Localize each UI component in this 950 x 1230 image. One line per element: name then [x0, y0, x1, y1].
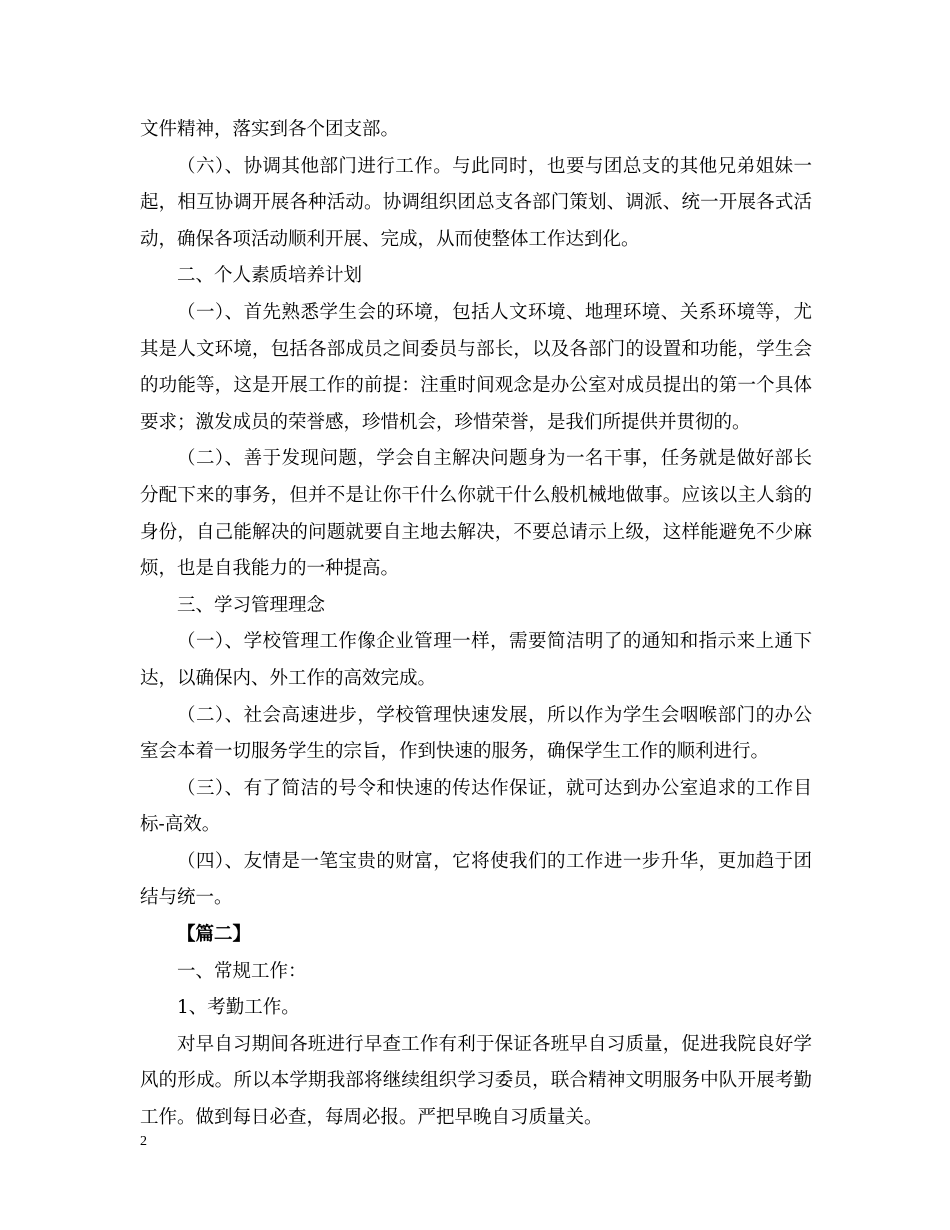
chapter-heading-part-two: 【篇二】 [177, 924, 252, 946]
paragraph-solve-problems: （二）、善于发现问题，学会自主解决问题身为一名干事，任务就是做好部长分配下来的事务，但并不是让你干什么你就干什么般机械地做事。应该以主人翁的身份，自己能解决的问题就要自主地去解决，不要总请示上级，这样能避免不少麻烦，也是自我能力的一种提高。 [140, 448, 812, 580]
paragraph-attendance-details: 对早自习期间各班进行早查工作有利于保证各班早自习质量，促进我院良好学风的形成。所以本学期我部将继续组织学习委员，联合精神文明服务中队开展考勤工作。做到每日必查，每周必报。严把早晚自习质量关。 [140, 1033, 812, 1129]
document-body [140, 112, 812, 1137]
paragraph-management-two: （二）、社会高速进步，学校管理快速发展，所以作为学生会咽喉部门的办公室会本着一切服务学生的宗旨，作到快速的服务，确保学生工作的顺利进行。 [140, 704, 812, 763]
section-heading-routine-work: 一、常规工作： [177, 960, 307, 982]
paragraph-management-three: （三）、有了简洁的号令和快速的传达作保证，就可达到办公室追求的工作目标-高效。 [140, 777, 812, 836]
paragraph-familiarize-environment: （一）、首先熟悉学生会的环境，包括人文环境、地理环境、关系环境等，尤其是人文环境，包括各部成员之间委员与部长，以及各部门的设置和功能，学生会的功能等，这是开展工作的前提：注重时间观念是办公室对成员提出的第一个具体要求；激发成员的荣誉感，珍惜机会，珍惜荣誉，是我们所提供并贯彻的。 [140, 301, 812, 433]
subsection-heading-attendance: 1、考勤工作。 [177, 997, 300, 1019]
section-heading-personal-quality: 二、个人素质培养计划 [177, 265, 363, 287]
paragraph-management-four: （四）、友情是一笔宝贵的财富，它将使我们的工作进一步升华，更加趋于团结与统一。 [140, 850, 812, 909]
paragraph-coordinate-departments: （六）、协调其他部门进行工作。与此同时，也要与团总支的其他兄弟姐妹一起，相互协调开展各种活动。协调组织团总支各部门策划、调派、统一开展各式活动，确保各项活动顺利开展、完成，从而使整体工作达到化。 [140, 155, 812, 250]
page-number: 2 [140, 1134, 147, 1149]
paragraph-management-one: （一）、学校管理工作像企业管理一样，需要简洁明了的通知和指示来上通下达，以确保内、外工作的高效完成。 [140, 631, 812, 689]
paragraph-continuation: 文件精神，落实到各个团支部。 [140, 119, 400, 140]
section-heading-management-concept: 三、学习管理理念 [177, 594, 326, 616]
